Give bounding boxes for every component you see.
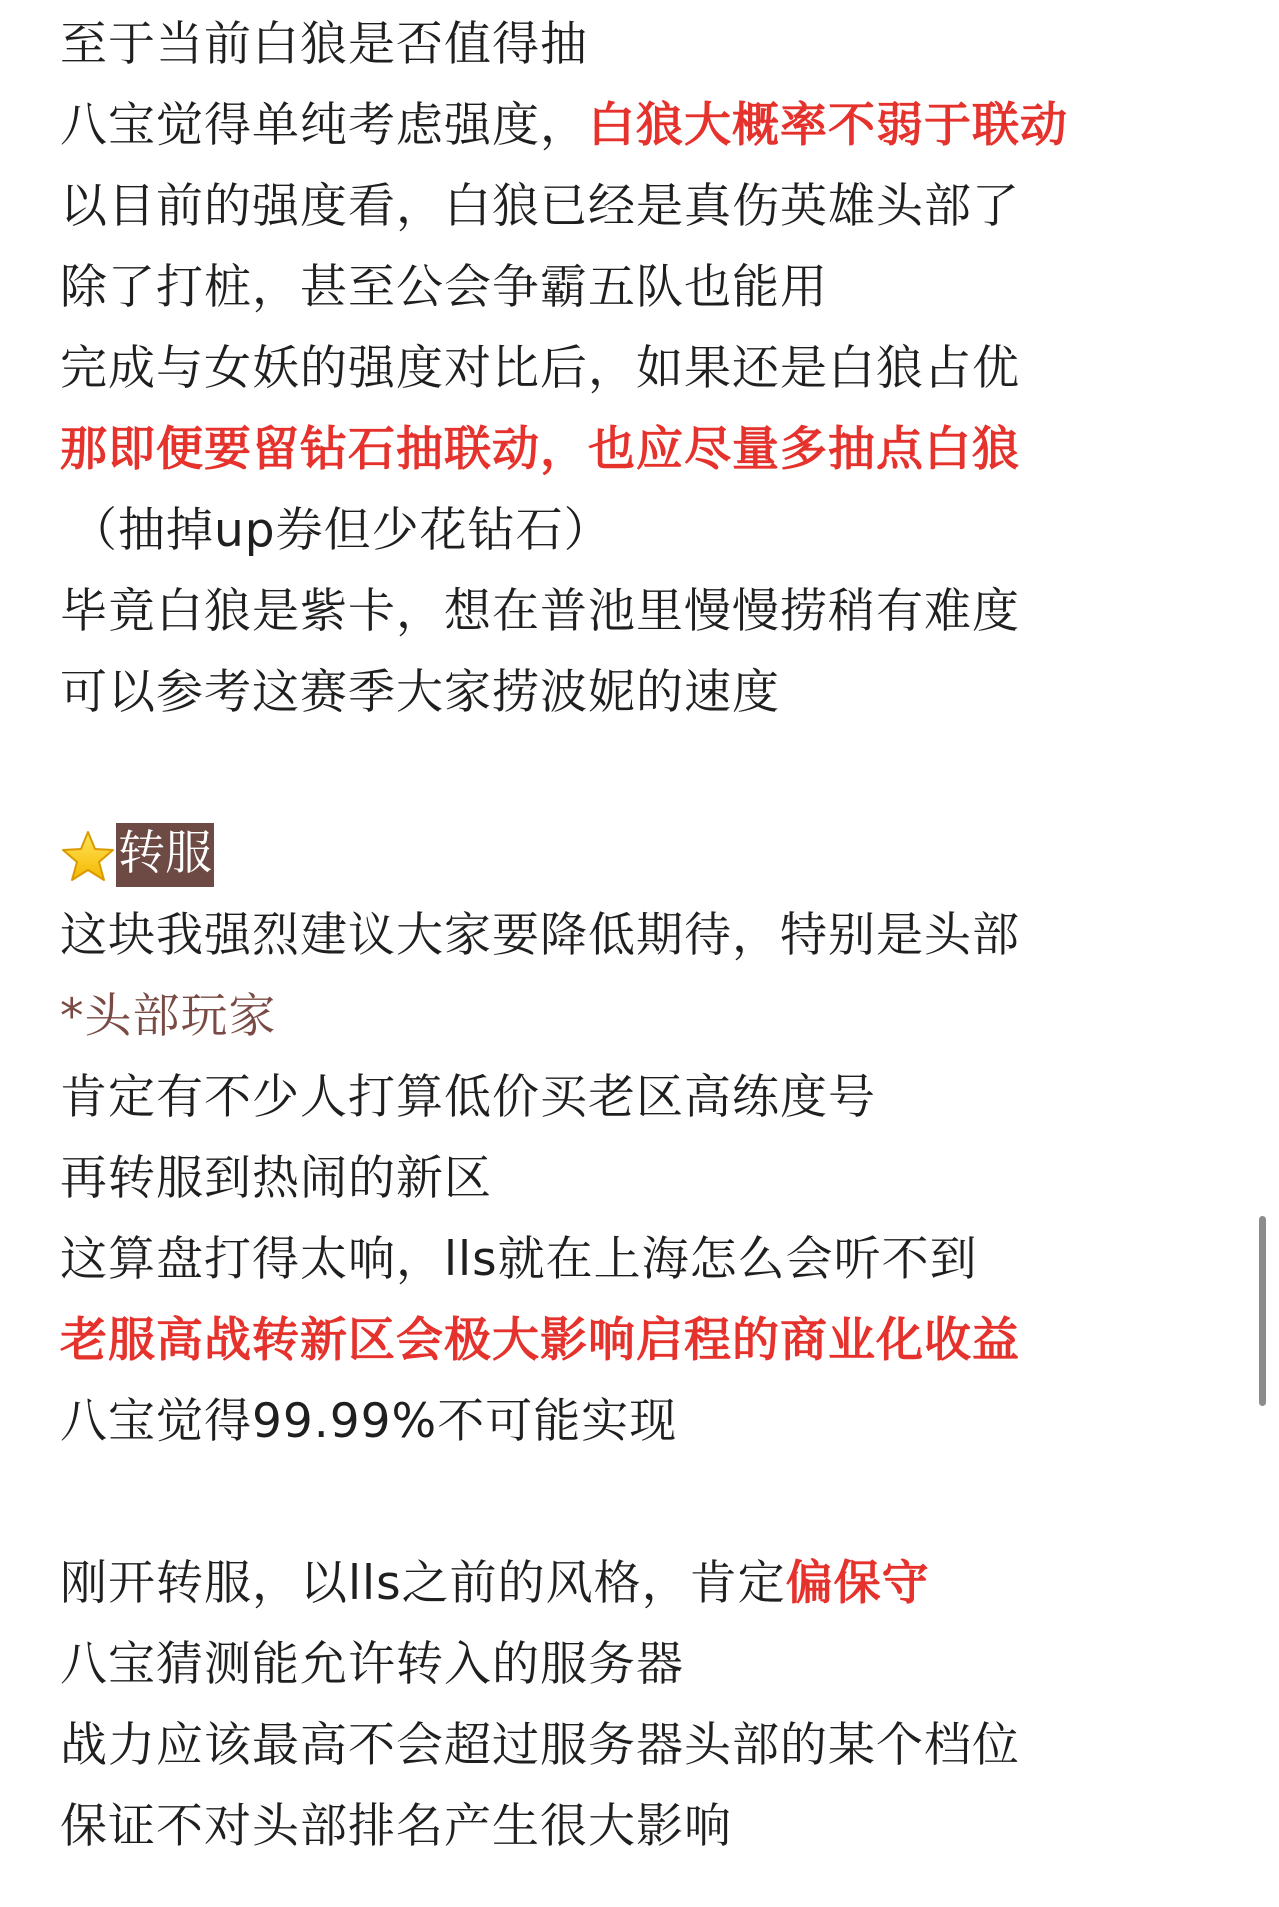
text-line: 保证不对头部排名产生很大影响	[60, 1799, 732, 1854]
emphasis-line: 老服高战转新区会极大影响启程的商业化收益	[60, 1313, 1020, 1368]
text-line: 完成与女妖的强度对比后，如果还是白狼占优	[60, 341, 1020, 396]
text-line: 再转服到热闹的新区	[60, 1151, 492, 1206]
text-line: 战力应该最高不会超过服务器头部的某个档位	[60, 1718, 1020, 1773]
article-body	[60, 4, 1200, 1867]
text-segment: 八宝觉得单纯考虑强度，	[60, 98, 588, 153]
text-line	[60, 85, 1200, 166]
text-line: 八宝猜测能允许转入的服务器	[60, 1637, 684, 1692]
text-segment: 刚开转服，以lls之前的风格，肯定	[60, 1556, 786, 1611]
text-line: 这块我强烈建议大家要降低期待，特别是头部	[60, 908, 1020, 963]
text-line: 可以参考这赛季大家捞波妮的速度	[60, 665, 780, 720]
emphasis-line: 那即便要留钻石抽联动，也应尽量多抽点白狼	[60, 422, 1020, 477]
paragraph-spacer	[60, 733, 1200, 814]
emphasis-text: 偏保守	[785, 1556, 930, 1611]
paragraph-spacer	[60, 1462, 1200, 1543]
section-heading	[60, 814, 1200, 895]
text-line: 毕竟白狼是紫卡，想在普池里慢慢捞稍有难度	[60, 584, 1020, 639]
emphasis-text: 白狼大概率不弱于联动	[588, 98, 1068, 153]
text-line: 除了打桩，甚至公会争霸五队也能用	[60, 260, 828, 315]
text-line: 八宝觉得99.99%不可能实现	[60, 1394, 678, 1449]
text-line: 以目前的强度看，白狼已经是真伤英雄头部了	[60, 179, 1020, 234]
text-line: 至于当前白狼是否值得抽	[60, 17, 588, 72]
text-line: 肯定有不少人打算低价买老区高练度号	[60, 1070, 876, 1125]
section-title: 转服	[116, 823, 214, 887]
text-line	[60, 1543, 1200, 1624]
text-line: （抽掉up券但少花钻石）	[70, 503, 612, 558]
scrollbar-thumb[interactable]	[1259, 1216, 1266, 1406]
star-icon	[60, 829, 116, 885]
note-line: *头部玩家	[60, 989, 277, 1044]
text-line: 这算盘打得太响，lls就在上海怎么会听不到	[60, 1232, 978, 1287]
